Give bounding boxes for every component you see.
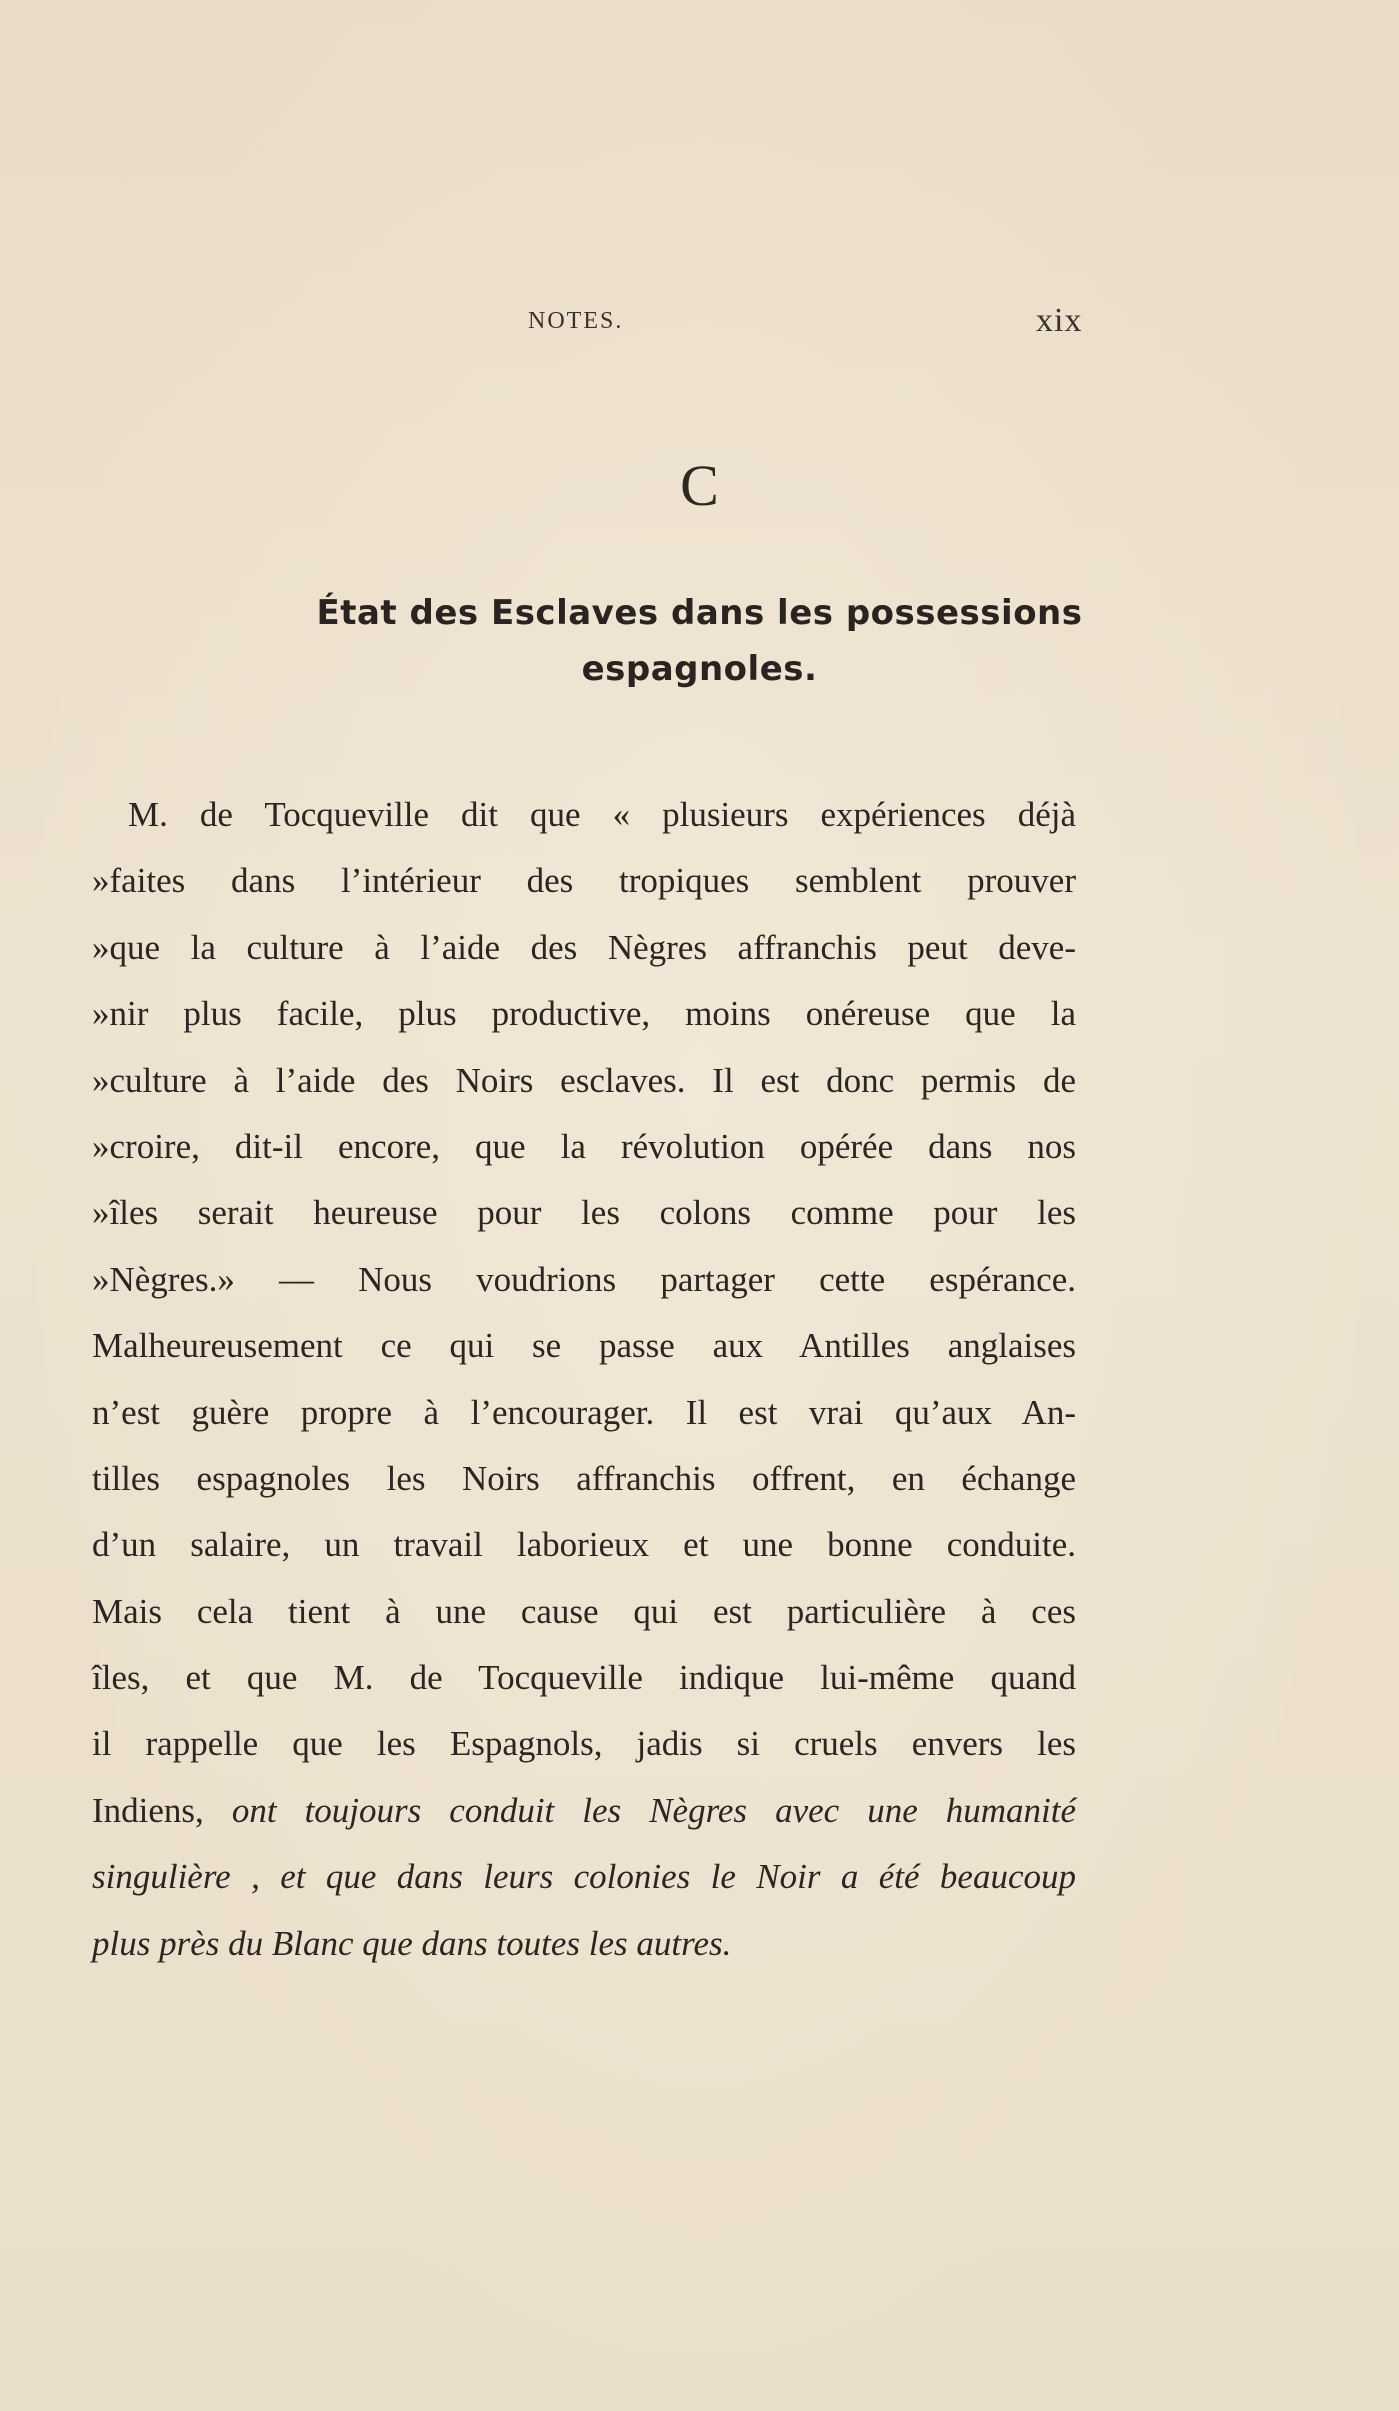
text-line: »îles serait heureuse pour les colons comme pour les [92, 1193, 1076, 1233]
text-line: il rappelle que les Espagnols, jadis si cruels envers les [92, 1724, 1076, 1764]
text-roman: Indiens, [92, 1790, 204, 1830]
text-line: »nir plus facile, plus productive, moins onéreuse que la [92, 994, 1076, 1034]
text-line: »que la culture à l’aide des Nègres affranchis peut deve- [92, 927, 1076, 967]
text-line-italic: plus près du Blanc que dans toutes les autres. [92, 1923, 732, 1963]
section-heading [0, 585, 1399, 697]
text-line: n’est guère propre à l’encourager. Il est vrai qu’aux An- [92, 1392, 1076, 1432]
text-line: »faites dans l’intérieur des tropiques semblent prouver [92, 861, 1076, 901]
text-line: îles, et que M. de Tocqueville indique lui-même quand [92, 1658, 1076, 1698]
text-line: Malheureusement ce qui se passe aux Antilles anglaises [92, 1326, 1076, 1366]
text-line: d’un salaire, un travail laborieux et une bonne conduite. [92, 1525, 1076, 1565]
running-head [0, 302, 1399, 348]
text-line: M. de Tocqueville dit que « plusieurs expériences déjà [128, 795, 1076, 834]
text-line: »croire, dit-il encore, que la révolution opérée dans nos [92, 1126, 1076, 1166]
text-line: »Nègres.» — Nous voudrions partager cette espérance. [92, 1259, 1076, 1299]
body-paragraph [92, 782, 1076, 1977]
running-head-title: NOTES. [528, 308, 624, 334]
text-line: Mais cela tient à une cause qui est particulière à ces [92, 1591, 1076, 1631]
text-line-italic: singulière , et que dans leurs colonies le Noir a été beaucoup [92, 1857, 1076, 1897]
page-number: xix [1036, 302, 1083, 339]
section-heading-line-2: espagnoles. [581, 649, 818, 689]
section-letter: C [680, 453, 719, 518]
section-heading-line-1: État des Esclaves dans les possessions [316, 593, 1083, 633]
text-line: »culture à l’aide des Noirs esclaves. Il est donc permis de [92, 1060, 1076, 1100]
text-italic: ont toujours conduit les Nègres avec une humanité [231, 1790, 1077, 1830]
text-line-mixed [92, 1778, 1076, 1844]
text-line: tilles espagnoles les Noirs affranchis offrent, en échange [92, 1458, 1076, 1498]
